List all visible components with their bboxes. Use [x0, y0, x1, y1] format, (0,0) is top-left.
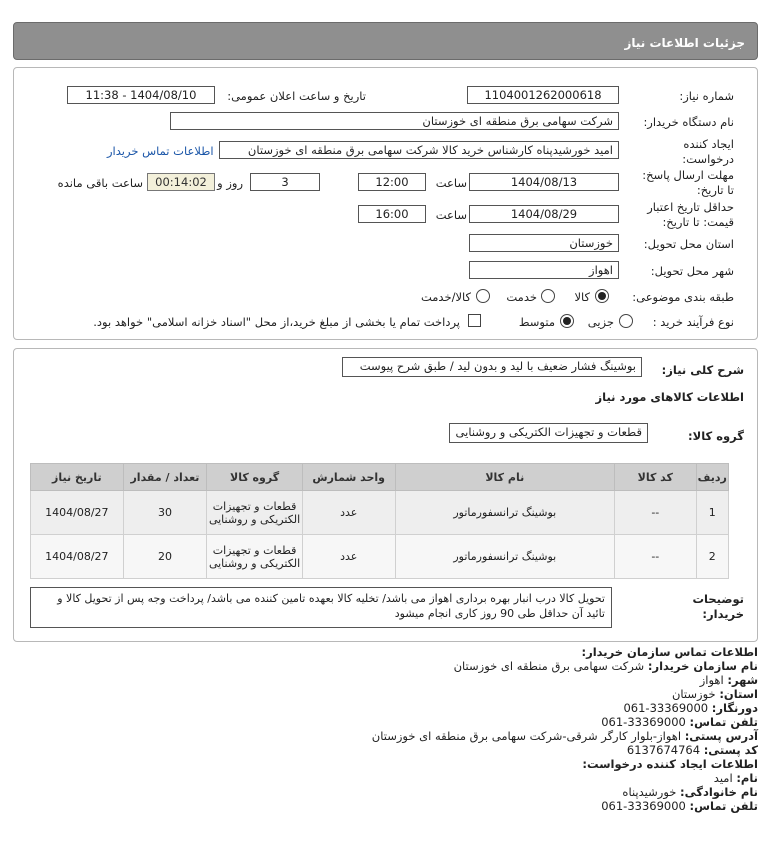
- contact-heading: اطلاعات تماس سازمان خریدار:: [581, 645, 758, 659]
- creator-label-2: درخواست:: [682, 152, 734, 166]
- announce-label: تاریخ و ساعت اعلان عمومی:: [227, 89, 366, 103]
- validity-date-field[interactable]: 1404/08/29: [469, 205, 619, 223]
- remaining-label: ساعت باقی مانده: [57, 176, 143, 190]
- validity-label-1: حداقل تاریخ اعتبار: [647, 200, 734, 214]
- contact-postal-value: 6137674764: [626, 743, 701, 757]
- deadline-time-field[interactable]: 12:00: [358, 173, 426, 191]
- contact-province-label: استان:: [719, 687, 758, 701]
- days-field[interactable]: 3: [250, 173, 320, 191]
- creator-heading: اطلاعات ایجاد کننده درخواست:: [582, 757, 758, 771]
- creator-family-row: [622, 785, 758, 799]
- cell-date: 1404/08/27: [31, 535, 124, 579]
- contact-phone-row: [601, 715, 758, 729]
- contact-phone-value: 061-33369000: [601, 715, 686, 729]
- cell-code: --: [615, 491, 697, 535]
- need-number-field[interactable]: 1104001262000618: [467, 86, 619, 104]
- table-row[interactable]: [31, 535, 729, 579]
- cell-row: 1: [696, 491, 728, 535]
- col-code: کد کالا: [615, 464, 697, 491]
- contact-address-row: [372, 729, 758, 743]
- remaining-time-field: 00:14:02: [147, 173, 215, 191]
- contact-province-row: [672, 687, 758, 701]
- process-medium-label: متوسط: [518, 315, 555, 329]
- page-title-bar: [13, 22, 758, 60]
- table-row[interactable]: [31, 491, 729, 535]
- contact-fax-value: 061-33369000: [623, 701, 709, 715]
- creator-family-value: خورشیدپناه: [622, 785, 677, 799]
- summary-field[interactable]: بوشینگ فشار ضعیف با لید و بدون لید / طبق شرح پیوست: [342, 357, 642, 377]
- validity-time-label: ساعت: [435, 208, 467, 222]
- cell-name: بوشینگ ترانسفورماتور: [395, 491, 615, 535]
- cell-row: 2: [696, 535, 728, 579]
- contact-address-value: اهواز-بلوار کارگر شرقی-شرکت سهامی برق منطقه ای خوزستان: [371, 729, 682, 743]
- creator-name-value: امید: [713, 771, 733, 785]
- process-minor-label: جزیی: [587, 315, 614, 329]
- group-field[interactable]: قطعات و تجهیزات الکتریکی و روشنایی: [449, 423, 648, 443]
- deadline-time-label: ساعت: [435, 176, 467, 190]
- deadline-label-1: مهلت ارسال پاسخ:: [642, 168, 734, 182]
- creator-phone-row: [601, 799, 758, 813]
- province-field[interactable]: خوزستان: [469, 234, 619, 252]
- announce-field[interactable]: 1404/08/10 - 11:38: [67, 86, 215, 104]
- process-minor-radio[interactable]: [619, 314, 633, 328]
- validity-label-2: قیمت: تا تاریخ:: [662, 215, 734, 229]
- cell-group: قطعات و تجهیزات الکتریکی و روشنایی: [207, 535, 303, 579]
- col-group: گروه کالا: [207, 464, 303, 491]
- category-goods-label: کالا: [574, 290, 590, 304]
- cell-qty: 20: [123, 535, 207, 579]
- contact-province-value: خوزستان: [671, 687, 716, 701]
- contact-city-label: شهر:: [727, 673, 758, 687]
- col-row: ردیف: [696, 464, 728, 491]
- cell-qty: 30: [123, 491, 207, 535]
- process-medium-radio[interactable]: [560, 314, 574, 328]
- notes-label-2: خریدار:: [702, 607, 744, 621]
- contact-city-value: اهواز: [699, 673, 724, 687]
- category-label: طبقه بندی موضوعی:: [632, 290, 734, 304]
- contact-org-value: شرکت سهامی برق منطقه ای خوزستان: [453, 659, 645, 673]
- col-qty: تعداد / مقدار: [123, 464, 207, 491]
- creator-field[interactable]: امید خورشیدپناه کارشناس خرید کالا شرکت سهامی برق منطقه ای خوزستان: [219, 141, 619, 159]
- city-field[interactable]: اهواز: [469, 261, 619, 279]
- contact-org-label: نام سازمان خریدار:: [647, 659, 758, 673]
- deadline-label-2: تا تاریخ:: [696, 183, 734, 197]
- contact-phone-label: تلفن تماس:: [689, 715, 758, 729]
- page-title: جزئیات اطلاعات نیاز: [624, 36, 745, 50]
- category-both-label: کالا/خدمت: [420, 290, 471, 304]
- creator-phone-value: 061-33369000: [601, 799, 686, 813]
- creator-phone-label: تلفن تماس:: [689, 799, 758, 813]
- days-label: روز و: [217, 176, 243, 190]
- treasury-note: پرداخت تمام یا بخشی از مبلغ خرید،از محل "اسناد خزانه اسلامی" خواهد بود.: [93, 315, 460, 329]
- col-unit: واحد شمارش: [302, 464, 395, 491]
- buyer-org-label: نام دستگاه خریدار:: [643, 115, 734, 129]
- treasury-checkbox[interactable]: [468, 314, 481, 327]
- group-label: گروه کالا:: [688, 429, 744, 443]
- need-number-label: شماره نیاز:: [679, 89, 734, 103]
- buyer-org-field[interactable]: شرکت سهامی برق منطقه ای خوزستان: [170, 112, 619, 130]
- cell-unit: عدد: [302, 491, 395, 535]
- contact-address-label: آدرس پستی:: [684, 729, 758, 743]
- cell-unit: عدد: [302, 535, 395, 579]
- goods-heading: اطلاعات کالاهای مورد نیاز: [595, 390, 744, 404]
- category-service-radio[interactable]: [541, 289, 555, 303]
- cell-code: --: [615, 535, 697, 579]
- contact-org-row: [454, 659, 758, 673]
- cell-date: 1404/08/27: [31, 491, 124, 535]
- creator-name-row: [714, 771, 758, 785]
- category-service-label: خدمت: [506, 290, 537, 304]
- creator-label-1: ایجاد کننده: [683, 137, 734, 151]
- notes-label-1: توضیحات: [692, 592, 744, 606]
- category-both-radio[interactable]: [476, 289, 490, 303]
- contact-city-row: [700, 673, 758, 687]
- table-header-row: [31, 464, 729, 491]
- contact-postal-row: [627, 743, 758, 757]
- cell-group: قطعات و تجهیزات الکتریکی و روشنایی: [207, 491, 303, 535]
- validity-time-field[interactable]: 16:00: [358, 205, 426, 223]
- items-table: [30, 463, 729, 579]
- province-label: استان محل تحویل:: [643, 237, 734, 251]
- creator-name-label: نام:: [736, 771, 758, 785]
- category-goods-radio[interactable]: [595, 289, 609, 303]
- city-label: شهر محل تحویل:: [650, 264, 734, 278]
- summary-label: شرح کلی نیاز:: [661, 363, 744, 377]
- creator-family-label: نام خانوادگی:: [680, 785, 758, 799]
- buyer-contact-link[interactable]: اطلاعات تماس خریدار: [107, 144, 214, 158]
- contact-postal-label: کد پستی:: [703, 743, 758, 757]
- contact-fax-label: دورنگار:: [711, 701, 758, 715]
- deadline-date-field[interactable]: 1404/08/13: [469, 173, 619, 191]
- cell-name: بوشینگ ترانسفورماتور: [395, 535, 615, 579]
- col-name: نام کالا: [395, 464, 615, 491]
- contact-fax-row: [623, 701, 758, 715]
- process-label: نوع فرآیند خرید :: [652, 315, 734, 329]
- col-date: تاریخ نیاز: [31, 464, 124, 491]
- buyer-notes-field[interactable]: تحویل کالا درب انبار بهره برداری اهواز می باشد/ تخلیه کالا بعهده تامین کننده می باشد/ پرداخت وجه پس از تحویل کالا و تائید آن حداقل طی 90 روز کاری انجام میشود: [30, 587, 612, 628]
